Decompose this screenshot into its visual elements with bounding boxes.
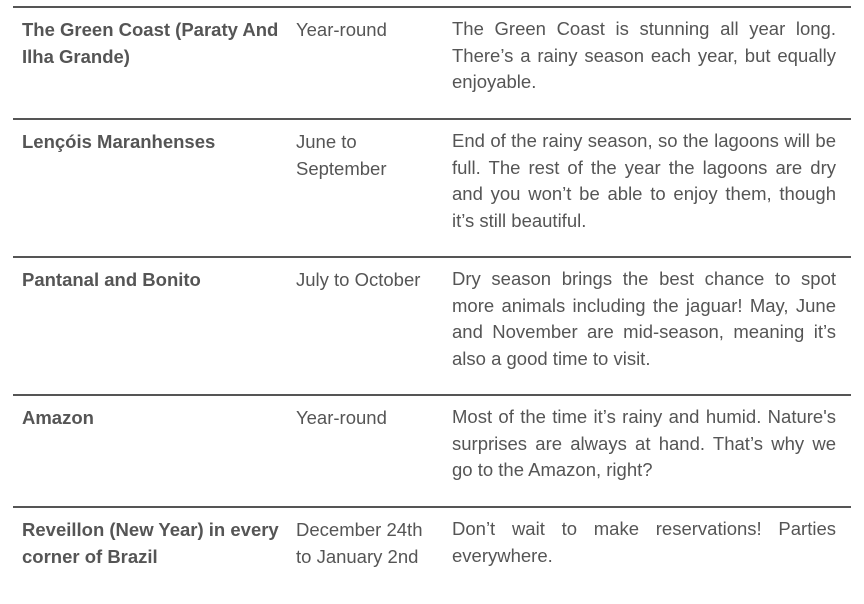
destination-cell: The Green Coast (Paraty And Ilha Grande) [22, 19, 279, 67]
description-cell: The Green Coast is stunning all year long. There’s a rainy season each year, but equally enjoyable. [452, 18, 836, 92]
destination-cell: Amazon [22, 407, 94, 428]
season-cell: July to October [296, 269, 421, 290]
season-cell: December 24th to January 2nd [296, 519, 423, 567]
destination-cell: Lençóis Maranhenses [22, 131, 216, 152]
season-cell: June to September [296, 131, 387, 179]
table-row [13, 256, 851, 394]
description-cell: Dry season brings the best chance to spot more animals including the jaguar! May, June and November are mid-season, meaning it’s also a good time to visit. [452, 268, 836, 369]
description-cell: Most of the time it’s rainy and humid. Nature's surprises are always at hand. That’s why we go to the Amazon, right? [452, 406, 836, 480]
table-row [13, 394, 851, 506]
table-row [13, 506, 851, 602]
season-cell: Year-round [296, 19, 387, 40]
description-cell: End of the rainy season, so the lagoons will be full. The rest of the year the lagoons are dry and you won’t be able to enjoy them, though it’s still beautiful. [452, 130, 836, 231]
season-cell: Year-round [296, 407, 387, 428]
table-row [13, 118, 851, 256]
travel-season-table [13, 6, 851, 602]
description-cell: Don’t wait to make reservations! Parties everywhere. [452, 518, 836, 566]
destination-cell: Reveillon (New Year) in every corner of Brazil [22, 519, 279, 567]
destination-cell: Pantanal and Bonito [22, 269, 201, 290]
table-row [13, 6, 851, 118]
